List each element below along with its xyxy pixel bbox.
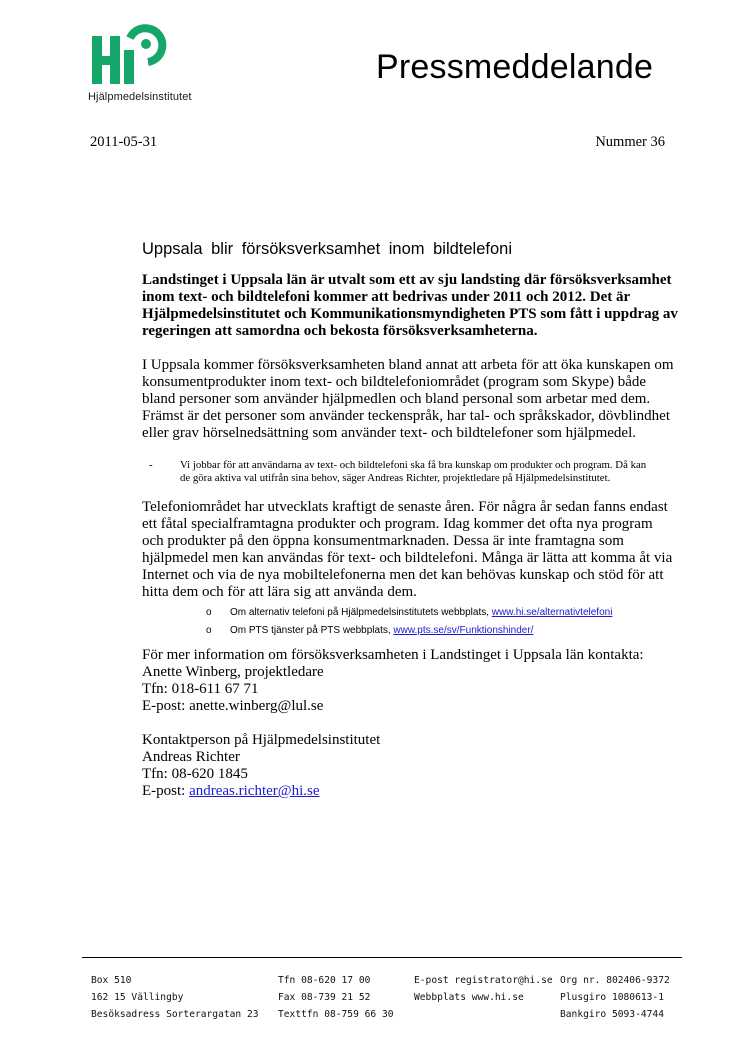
contact1-name: Anette Winberg, projektledare — [142, 664, 324, 680]
more-info-text: För mer information om försöksverksamheten i Landstinget i Uppsala län kontakta: — [142, 647, 644, 663]
contact2-label: Kontaktperson på Hjälpmedelsinstitutet — [142, 732, 381, 748]
footer-address — [91, 972, 259, 1023]
footer-text: Tfn 08-620 17 00 — [278, 975, 371, 986]
bullet-marker: o — [206, 625, 212, 636]
contact1-phone: Tfn: 018-611 67 71 — [142, 681, 259, 697]
hi-logo-mark — [90, 22, 170, 86]
contact1-email: E-post: anette.winberg@lul.se — [142, 698, 324, 714]
bullet-marker: o — [206, 607, 212, 618]
quote-dash: - — [149, 459, 153, 471]
footer-text: Org nr. 802406-9372 — [560, 975, 670, 986]
bullet-text: Om PTS tjänster på PTS webbplats, — [230, 625, 394, 636]
footer-text: Bankgiro 5093-4744 — [560, 1009, 664, 1020]
link-pts-funktionshinder[interactable]: www.pts.se/sv/Funktionshinder/ — [393, 625, 534, 636]
quote-block — [142, 459, 678, 485]
release-number: Nummer 36 — [595, 134, 665, 150]
footer-org — [560, 972, 670, 1023]
paragraph-2: Telefoniområdet har utvecklats kraftigt de senaste åren. För några år sedan fanns endast ett fåtal specialframtagna produkter och program. Idag kommer det ofta nya program och produkter på den öppna konsumentmarknaden. Dessa är inte framtagna som hjälpmedel men kan användas för text- och bildtelefoni. Många är lätta att komma åt via Internet och via de nya mobiltelefonerna men det kan behövas kunskap och stöd för att hitta dem och för att lära sig att använda dem. — [142, 499, 673, 600]
list-item — [142, 625, 678, 637]
bullet-text: Om alternativ telefoni på Hjälpmedelsinstitutets webbplats, — [230, 607, 492, 618]
article-lead: Landstinget i Uppsala län är utvalt som ett av sju landsting där försöksverksamhet inom text- och bildtelefoni kommer att bedrivas under 2011 och 2012. Det är Hjälpmedelsinstitutet och Kommunikationsmyndigheten PTS som fått i uppdrag av regeringen att samordna och bekosta försöksverksamheterna. — [142, 272, 678, 339]
quote-text: Vi jobbar för att användarna av text- och bildtelefoni ska få bra kunskap om produkter och program. Då kan de göra aktiva val utifrån sina behov, säger Andreas Richter, projektledare på Hjälpmedelsinstitutet. — [180, 459, 647, 484]
footer-divider — [82, 957, 682, 958]
contact2-email — [142, 783, 678, 800]
footer-text: E-post registrator@hi.se — [414, 975, 553, 986]
footer-text: Texttfn 08-759 66 30 — [278, 1009, 394, 1020]
footer-text: Box 510 — [91, 975, 132, 986]
footer-text: Fax 08-739 21 52 — [278, 992, 371, 1003]
contact2-phone: Tfn: 08-620 1845 — [142, 766, 248, 782]
contact2-name: Andreas Richter — [142, 749, 240, 765]
logo-text: Hjälpmedelsinstitutet — [88, 91, 192, 103]
paragraph-1: I Uppsala kommer försöksverksamheten bland annat att arbeta för att öka kunskapen om konsumentprodukter inom text- och bildtelefoniområdet (program som Skype) både bland personer som använder hjälpmedlen och bland personal som arbetar med dem. Främst är det personer som använder teckenspråk, har tal- och språkskador, dövblindhet eller grav hörselnedsättning som använder text- och bildtelefoner som hjälpmedel. — [142, 357, 674, 441]
footer-phones — [278, 972, 394, 1023]
article-body — [142, 272, 678, 800]
release-date: 2011-05-31 — [90, 134, 158, 150]
list-item — [142, 607, 678, 619]
email-link-andreas-richter[interactable]: andreas.richter@hi.se — [189, 783, 320, 799]
contact2-email-label: E-post: — [142, 783, 190, 799]
footer-web — [414, 972, 553, 1006]
hi-logo — [88, 22, 214, 108]
footer-text: Besöksadress Sorterargatan 23 — [91, 1009, 259, 1020]
footer-text: 162 15 Vällingby — [91, 992, 184, 1003]
document-type-title: Pressmeddelande — [376, 48, 654, 86]
footer-text: Plusgiro 1080613-1 — [560, 992, 664, 1003]
article-headline: Uppsala blir försöksverksamhet inom bildtelefoni — [142, 240, 512, 258]
link-hi-alternativtelefoni[interactable]: www.hi.se/alternativtelefoni — [491, 607, 613, 618]
footer-text: Webbplats www.hi.se — [414, 992, 524, 1003]
